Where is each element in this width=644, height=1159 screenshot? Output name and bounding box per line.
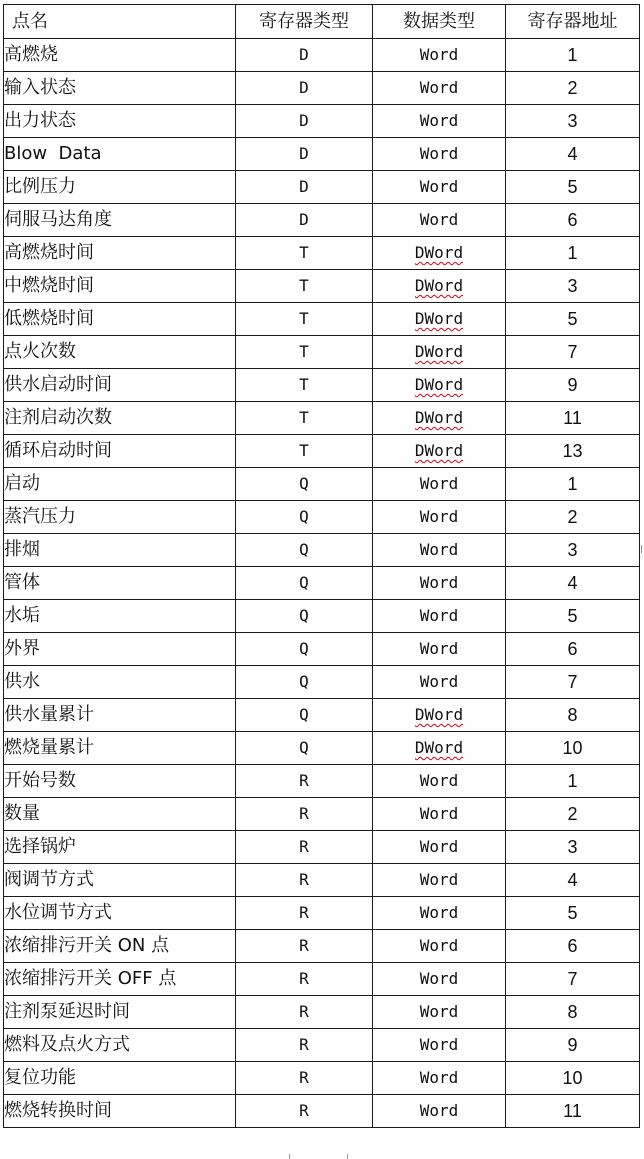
data-type-cell	[373, 765, 506, 798]
register-address-cell: 5	[506, 171, 640, 204]
point-name-cell: 燃烧量累计	[4, 732, 236, 765]
data-type-text: Word	[419, 1035, 459, 1054]
register-address-cell: 8	[506, 996, 640, 1029]
data-type-cell	[373, 369, 506, 402]
table-row	[4, 105, 640, 138]
point-name-cell: 燃烧转换时间	[4, 1095, 236, 1128]
table-row	[4, 72, 640, 105]
table-row	[4, 204, 640, 237]
register-address-cell: 3	[506, 270, 640, 303]
table-row	[4, 765, 640, 798]
register-type-cell: R	[236, 831, 373, 864]
point-name-cell: 高燃烧	[4, 39, 236, 72]
page-edge-mark	[641, 545, 642, 553]
table-row	[4, 831, 640, 864]
table-row	[4, 237, 640, 270]
table-row	[4, 699, 640, 732]
point-name-cell: 水垢	[4, 600, 236, 633]
table-row	[4, 501, 640, 534]
register-address-cell: 9	[506, 369, 640, 402]
data-type-text: Word	[419, 177, 459, 196]
table-row	[4, 567, 640, 600]
table-row	[4, 138, 640, 171]
register-type-cell: Q	[236, 567, 373, 600]
register-type-cell: T	[236, 435, 373, 468]
register-type-cell: R	[236, 930, 373, 963]
data-type-text: DWord	[414, 705, 464, 724]
point-name-cell: 伺服马达角度	[4, 204, 236, 237]
data-type-cell	[373, 303, 506, 336]
point-name-cell: 阀调节方式	[4, 864, 236, 897]
data-type-text: Word	[419, 870, 459, 889]
register-address-cell: 11	[506, 402, 640, 435]
point-name-cell: Blow Data	[4, 138, 236, 171]
data-type-text: DWord	[414, 342, 464, 361]
register-address-cell: 7	[506, 963, 640, 996]
data-type-text: Word	[419, 903, 459, 922]
table-row	[4, 1029, 640, 1062]
table-row	[4, 1095, 640, 1128]
register-address-cell: 5	[506, 897, 640, 930]
data-type-cell	[373, 72, 506, 105]
data-type-cell	[373, 996, 506, 1029]
point-name-cell: 注剂泵延迟时间	[4, 996, 236, 1029]
header-register-address: 寄存器地址	[506, 5, 640, 39]
point-name-cell: 水位调节方式	[4, 897, 236, 930]
point-name-cell: 复位功能	[4, 1062, 236, 1095]
table-row	[4, 369, 640, 402]
register-address-cell: 3	[506, 534, 640, 567]
register-address-cell: 4	[506, 138, 640, 171]
point-name-cell: 管体	[4, 567, 236, 600]
data-type-cell	[373, 435, 506, 468]
data-type-cell	[373, 1029, 506, 1062]
register-type-cell: D	[236, 39, 373, 72]
table-row	[4, 996, 640, 1029]
data-type-cell	[373, 666, 506, 699]
data-type-cell	[373, 567, 506, 600]
register-address-cell: 6	[506, 204, 640, 237]
data-type-cell	[373, 105, 506, 138]
point-name-cell: 供水启动时间	[4, 369, 236, 402]
point-name-cell: 浓缩排污开关 OFF 点	[4, 963, 236, 996]
register-type-cell: Q	[236, 633, 373, 666]
data-type-cell	[373, 1095, 506, 1128]
register-address-cell: 10	[506, 1062, 640, 1095]
register-address-cell: 2	[506, 798, 640, 831]
register-type-cell: Q	[236, 534, 373, 567]
data-type-text: Word	[419, 771, 459, 790]
register-address-cell: 6	[506, 633, 640, 666]
data-type-text: DWord	[414, 276, 464, 295]
register-table	[3, 4, 640, 1128]
data-type-text: DWord	[414, 408, 464, 427]
table-row	[4, 270, 640, 303]
register-type-cell: D	[236, 138, 373, 171]
register-address-cell: 11	[506, 1095, 640, 1128]
data-type-text: Word	[419, 144, 459, 163]
table-row	[4, 468, 640, 501]
data-type-cell	[373, 204, 506, 237]
data-type-cell	[373, 699, 506, 732]
register-address-cell: 10	[506, 732, 640, 765]
data-type-cell	[373, 732, 506, 765]
point-name-cell: 蒸汽压力	[4, 501, 236, 534]
header-register-type: 寄存器类型	[236, 5, 373, 39]
register-address-cell: 6	[506, 930, 640, 963]
register-address-cell: 7	[506, 336, 640, 369]
register-address-cell: 3	[506, 831, 640, 864]
table-row	[4, 39, 640, 72]
table-row	[4, 1062, 640, 1095]
table-row	[4, 897, 640, 930]
data-type-cell	[373, 897, 506, 930]
data-type-text: Word	[419, 837, 459, 856]
register-type-cell: T	[236, 303, 373, 336]
register-address-cell: 5	[506, 303, 640, 336]
register-type-cell: T	[236, 402, 373, 435]
table-row	[4, 798, 640, 831]
page-edge-mark	[289, 1154, 290, 1159]
register-address-cell: 1	[506, 237, 640, 270]
data-type-cell	[373, 237, 506, 270]
data-type-text: Word	[419, 969, 459, 988]
header-data-type: 数据类型	[373, 5, 506, 39]
data-type-cell	[373, 633, 506, 666]
data-type-text: Word	[419, 507, 459, 526]
point-name-cell: 输入状态	[4, 72, 236, 105]
register-address-cell: 13	[506, 435, 640, 468]
point-name-cell: 供水	[4, 666, 236, 699]
table-row	[4, 402, 640, 435]
register-type-cell: D	[236, 72, 373, 105]
register-address-cell: 5	[506, 600, 640, 633]
point-name-cell: 出力状态	[4, 105, 236, 138]
point-name-cell: 排烟	[4, 534, 236, 567]
data-type-text: Word	[419, 111, 459, 130]
data-type-cell	[373, 336, 506, 369]
data-type-text: Word	[419, 210, 459, 229]
point-name-cell: 供水量累计	[4, 699, 236, 732]
data-type-text: Word	[419, 936, 459, 955]
register-type-cell: Q	[236, 600, 373, 633]
point-name-cell: 数量	[4, 798, 236, 831]
data-type-cell	[373, 798, 506, 831]
table-row	[4, 963, 640, 996]
table-row	[4, 633, 640, 666]
point-name-cell: 选择锅炉	[4, 831, 236, 864]
register-type-cell: R	[236, 1062, 373, 1095]
register-type-cell: R	[236, 897, 373, 930]
data-type-text: Word	[419, 573, 459, 592]
data-type-cell	[373, 864, 506, 897]
table-row	[4, 600, 640, 633]
point-name-cell: 注剂启动次数	[4, 402, 236, 435]
register-type-cell: R	[236, 996, 373, 1029]
register-type-cell: T	[236, 336, 373, 369]
data-type-text: Word	[419, 606, 459, 625]
register-type-cell: D	[236, 171, 373, 204]
data-type-cell	[373, 534, 506, 567]
data-type-text: Word	[419, 804, 459, 823]
data-type-cell	[373, 930, 506, 963]
register-type-cell: R	[236, 963, 373, 996]
register-address-cell: 7	[506, 666, 640, 699]
point-name-cell: 外界	[4, 633, 236, 666]
data-type-text: Word	[419, 1101, 459, 1120]
register-address-cell: 8	[506, 699, 640, 732]
data-type-cell	[373, 963, 506, 996]
data-type-cell	[373, 270, 506, 303]
register-type-cell: R	[236, 798, 373, 831]
data-type-text: DWord	[414, 738, 464, 757]
table-row	[4, 336, 640, 369]
register-type-cell: R	[236, 864, 373, 897]
data-type-text: DWord	[414, 309, 464, 328]
register-address-cell: 4	[506, 864, 640, 897]
data-type-text: DWord	[414, 441, 464, 460]
table-row	[4, 666, 640, 699]
register-type-cell: Q	[236, 468, 373, 501]
register-type-cell: D	[236, 204, 373, 237]
register-type-cell: Q	[236, 666, 373, 699]
register-type-cell: Q	[236, 732, 373, 765]
data-type-cell	[373, 600, 506, 633]
register-type-cell: R	[236, 765, 373, 798]
register-address-cell: 3	[506, 105, 640, 138]
data-type-text: Word	[419, 474, 459, 493]
data-type-text: Word	[419, 78, 459, 97]
data-type-cell	[373, 138, 506, 171]
point-name-cell: 启动	[4, 468, 236, 501]
data-type-text: Word	[419, 639, 459, 658]
register-type-cell: T	[236, 369, 373, 402]
data-type-cell	[373, 831, 506, 864]
data-type-text: Word	[419, 672, 459, 691]
register-type-cell: T	[236, 270, 373, 303]
data-type-text: Word	[419, 540, 459, 559]
register-type-cell: D	[236, 105, 373, 138]
register-type-cell: Q	[236, 699, 373, 732]
table-row	[4, 435, 640, 468]
data-type-text: DWord	[414, 243, 464, 262]
table-row	[4, 171, 640, 204]
register-type-cell: R	[236, 1029, 373, 1062]
point-name-cell: 比例压力	[4, 171, 236, 204]
point-name-cell: 循环启动时间	[4, 435, 236, 468]
point-name-cell: 高燃烧时间	[4, 237, 236, 270]
point-name-cell: 低燃烧时间	[4, 303, 236, 336]
point-name-cell: 点火次数	[4, 336, 236, 369]
data-type-text: Word	[419, 1068, 459, 1087]
data-type-text: Word	[419, 45, 459, 64]
data-type-cell	[373, 468, 506, 501]
page-edge-mark	[347, 1154, 348, 1159]
header-row	[4, 5, 640, 39]
register-type-cell: T	[236, 237, 373, 270]
data-type-text: DWord	[414, 375, 464, 394]
data-type-cell	[373, 171, 506, 204]
table-body	[4, 39, 640, 1128]
point-name-cell: 燃料及点火方式	[4, 1029, 236, 1062]
register-address-cell: 1	[506, 39, 640, 72]
register-address-cell: 1	[506, 765, 640, 798]
register-type-cell: R	[236, 1095, 373, 1128]
header-point-name: 点名	[4, 5, 236, 39]
register-address-cell: 9	[506, 1029, 640, 1062]
data-type-text: Word	[419, 1002, 459, 1021]
data-type-cell	[373, 501, 506, 534]
data-type-cell	[373, 402, 506, 435]
register-address-cell: 2	[506, 501, 640, 534]
table-row	[4, 732, 640, 765]
register-type-cell: Q	[236, 501, 373, 534]
point-name-cell: 浓缩排污开关 ON 点	[4, 930, 236, 963]
data-type-cell	[373, 1062, 506, 1095]
register-address-cell: 1	[506, 468, 640, 501]
point-name-cell: 开始号数	[4, 765, 236, 798]
table-row	[4, 534, 640, 567]
register-address-cell: 2	[506, 72, 640, 105]
point-name-cell: 中燃烧时间	[4, 270, 236, 303]
table-row	[4, 864, 640, 897]
register-address-cell: 4	[506, 567, 640, 600]
table-row	[4, 303, 640, 336]
table-row	[4, 930, 640, 963]
data-type-cell	[373, 39, 506, 72]
